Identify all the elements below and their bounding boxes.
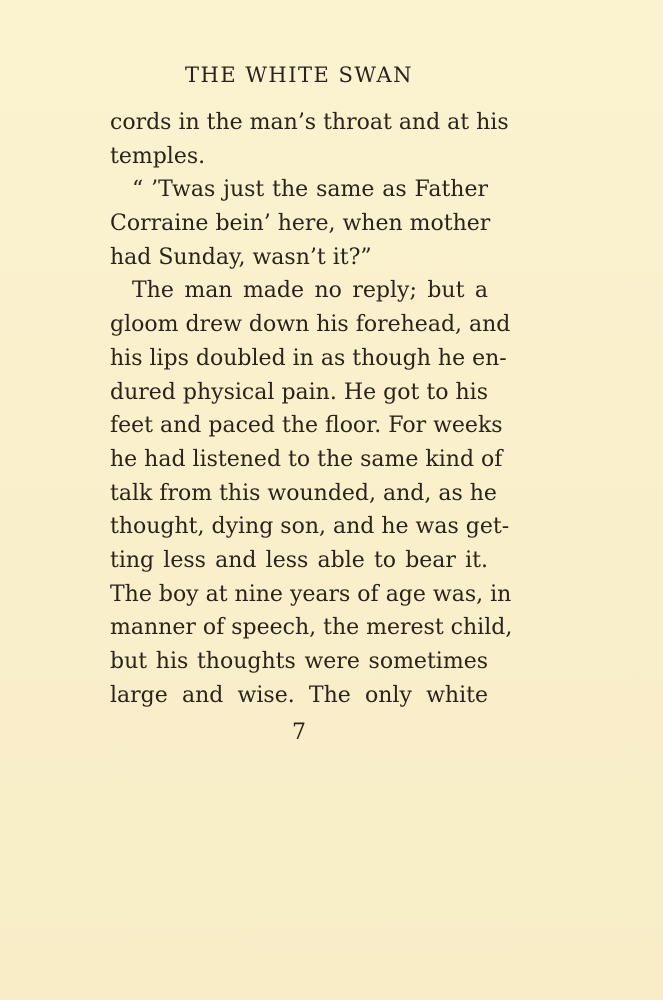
text-line: had Sunday, wasn’t it?”	[110, 244, 372, 270]
text-line: large and wise. The only white	[110, 682, 488, 708]
running-head: THE WHITE SWAN	[185, 63, 413, 87]
text-line: Corraine bein’ here, when mother	[110, 211, 491, 237]
text-line: manner of speech, the merest child,	[110, 615, 513, 641]
text-line: but his thoughts were sometimes	[110, 649, 488, 674]
text-line: he had listened to the same kind of	[110, 446, 503, 472]
text-line: feet and paced the floor. For weeks	[110, 413, 503, 439]
text-line: The boy at nine years of age was, in	[110, 581, 512, 607]
text-line: ting less and less able to bear it.	[110, 547, 488, 573]
body-text	[110, 106, 513, 712]
text-line: “ ’Twas just the same as Father	[132, 177, 488, 203]
text-line: dured physical pain. He got to his	[110, 379, 488, 405]
page-number: 7	[292, 720, 306, 745]
text-line: talk from this wounded, and, as he	[110, 480, 497, 506]
text-line: his lips doubled in as though he en-	[110, 345, 507, 371]
text-line: The man made no reply; but a	[132, 278, 488, 304]
text-line: cords in the man’s throat and at his	[110, 110, 509, 135]
text-line: thought, dying son, and he was get-	[110, 514, 510, 540]
text-line: gloom drew down his forehead, and	[110, 312, 511, 338]
text-line: temples.	[110, 143, 206, 169]
